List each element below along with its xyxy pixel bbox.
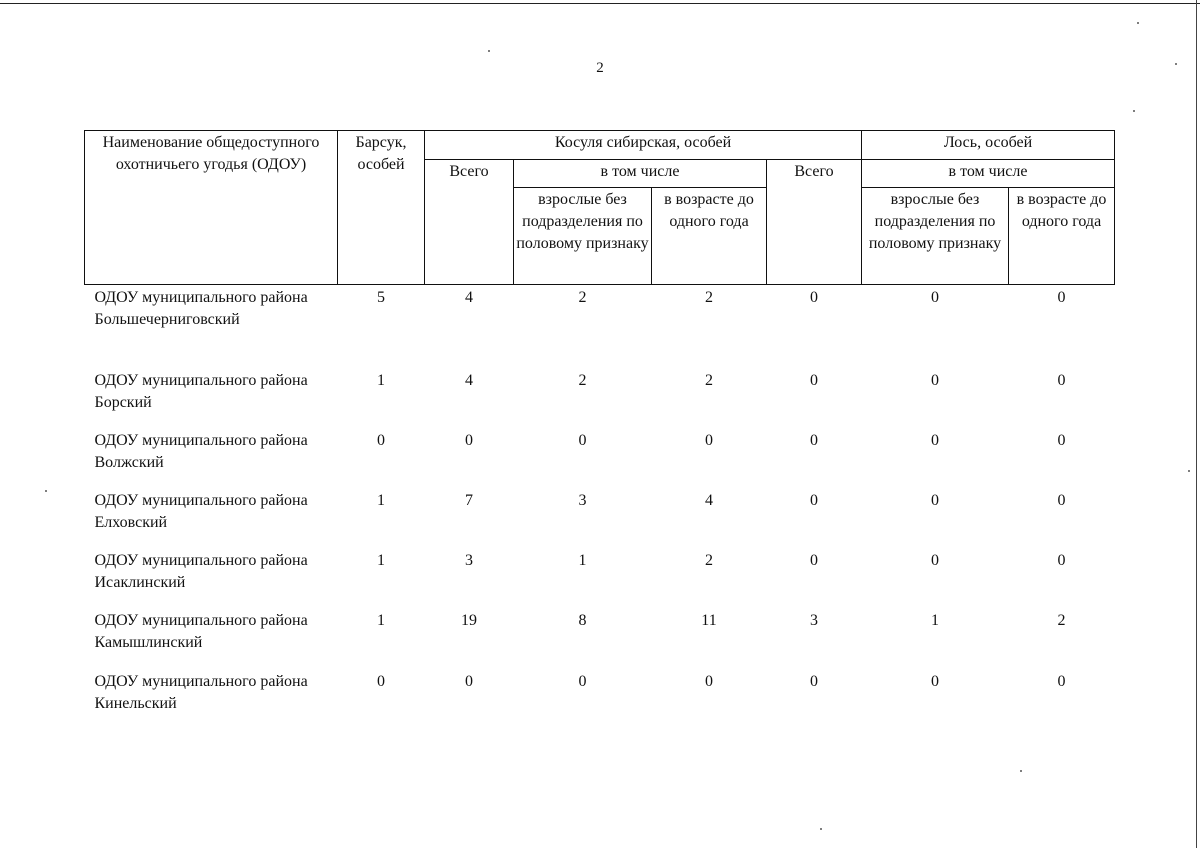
- scan-edge-right: [1196, 0, 1197, 848]
- scan-speck: [1188, 470, 1190, 472]
- table-row: [85, 488, 1115, 548]
- row-hunting-ground-name: ОДОУ муниципального района Большечерниговский: [94, 289, 308, 328]
- cell-moose-total: 0: [810, 371, 818, 389]
- cell-roe-total: 0: [465, 431, 473, 449]
- table-header: [85, 131, 1115, 285]
- cell-badger: 1: [377, 551, 385, 569]
- table-body: [85, 285, 1115, 719]
- table-row: [85, 428, 1115, 488]
- cell-moose-adults: 0: [931, 289, 939, 306]
- cell-moose-young: 0: [1057, 371, 1066, 389]
- cell-badger: 0: [377, 672, 385, 690]
- scan-speck: [488, 50, 490, 52]
- header-roe-including: в том числе: [514, 160, 767, 188]
- cell-moose-adults: 0: [931, 491, 939, 509]
- hunting-census-table: [84, 130, 1115, 719]
- cell-roe-adults: 0: [578, 672, 587, 690]
- row-hunting-ground-name: ОДОУ муниципального района Исаклинский: [94, 551, 308, 591]
- cell-roe-young: 2: [705, 551, 713, 569]
- cell-moose-young: 0: [1057, 431, 1066, 449]
- cell-moose-total: 0: [810, 491, 818, 509]
- cell-roe-total: 4: [465, 371, 473, 389]
- header-moose-total: Всего: [767, 160, 862, 285]
- cell-roe-total: 7: [465, 491, 473, 509]
- header-roe-young: в возрасте до одного года: [652, 188, 767, 285]
- table-row: [85, 285, 1115, 368]
- cell-moose-young: 0: [1057, 551, 1066, 569]
- cell-moose-young: 0: [1057, 491, 1066, 509]
- header-roe-adults: взрослые без подразделения по половому признаку: [514, 188, 652, 285]
- scan-speck: [1137, 22, 1139, 24]
- cell-moose-adults: 0: [931, 431, 939, 449]
- scan-speck: [45, 490, 47, 492]
- cell-roe-total: 19: [461, 611, 477, 629]
- cell-roe-young: 0: [705, 672, 713, 690]
- row-hunting-ground-name: ОДОУ муниципального района Кинельский: [94, 672, 308, 712]
- cell-badger: 1: [377, 371, 385, 389]
- table-row: [85, 608, 1115, 669]
- cell-moose-adults: 0: [931, 371, 939, 389]
- cell-moose-adults: 0: [931, 551, 939, 569]
- cell-moose-total: 0: [810, 289, 818, 306]
- cell-roe-total: 4: [465, 289, 473, 306]
- row-hunting-ground-name: ОДОУ муниципального района Елховский: [94, 491, 308, 531]
- cell-roe-adults: 3: [578, 491, 587, 509]
- cell-roe-young: 4: [705, 491, 713, 509]
- cell-roe-total: 0: [465, 672, 473, 690]
- header-moose: Лось, особей: [862, 131, 1115, 160]
- cell-roe-adults: 1: [578, 551, 587, 569]
- cell-moose-adults: 0: [931, 672, 939, 690]
- table-row: [85, 669, 1115, 719]
- scan-edge-top: [0, 3, 1200, 4]
- header-roe-deer: Косуля сибирская, особей: [425, 131, 862, 160]
- cell-badger: 5: [377, 289, 385, 306]
- cell-roe-total: 3: [465, 551, 473, 569]
- scan-speck: [1133, 110, 1135, 112]
- row-hunting-ground-name: ОДОУ муниципального района Волжский: [94, 431, 308, 471]
- header-moose-including: в том числе: [862, 160, 1115, 188]
- cell-moose-total: 3: [810, 611, 818, 629]
- cell-roe-young: 0: [705, 431, 713, 449]
- table-row: [85, 368, 1115, 428]
- header-moose-young: в возрасте до одного года: [1009, 188, 1115, 285]
- header-hunting-ground-name: Наименование общедоступного охотничьего угодья (ОДОУ): [85, 131, 338, 285]
- header-moose-adults: взрослые без подразделения по половому признаку: [862, 188, 1009, 285]
- header-roe-total: Всего: [425, 160, 514, 285]
- cell-roe-adults: 2: [578, 371, 587, 389]
- cell-moose-total: 0: [810, 551, 818, 569]
- page-number: 2: [596, 60, 604, 76]
- cell-badger: 1: [377, 491, 385, 509]
- cell-moose-young: 0: [1057, 672, 1066, 690]
- cell-moose-young: 2: [1057, 611, 1066, 629]
- header-badger: Барсук, особей: [338, 131, 425, 285]
- cell-roe-young: 2: [705, 371, 713, 389]
- cell-badger: 1: [377, 611, 385, 629]
- scan-speck: [1020, 770, 1022, 772]
- cell-roe-adults: 2: [578, 289, 587, 306]
- cell-roe-adults: 8: [578, 611, 587, 629]
- cell-roe-young: 11: [701, 611, 717, 629]
- row-hunting-ground-name: ОДОУ муниципального района Борский: [94, 371, 308, 411]
- cell-badger: 0: [377, 431, 385, 449]
- cell-moose-total: 0: [810, 672, 818, 690]
- cell-roe-young: 2: [705, 289, 713, 306]
- cell-moose-total: 0: [810, 431, 818, 449]
- row-hunting-ground-name: ОДОУ муниципального района Камышлинский: [94, 611, 308, 651]
- cell-moose-adults: 1: [931, 611, 939, 629]
- scan-speck: [820, 828, 822, 830]
- cell-roe-adults: 0: [578, 431, 587, 449]
- cell-moose-young: 0: [1057, 289, 1066, 306]
- table-row: [85, 548, 1115, 608]
